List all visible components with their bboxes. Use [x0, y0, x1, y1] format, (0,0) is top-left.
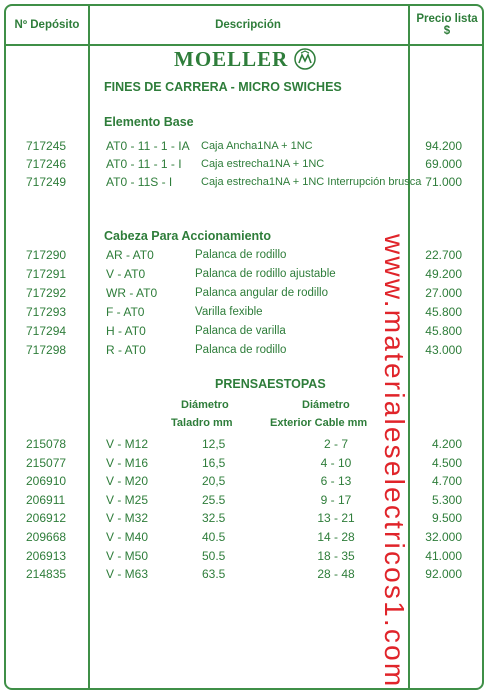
elemento-base-title: Elemento Base — [104, 115, 194, 129]
exterior-header-line2: Exterior Cable mm — [270, 417, 368, 429]
list-price: 32.000 — [425, 530, 462, 544]
list-price: 45.800 — [425, 305, 462, 319]
product-reference: AT0 - 11 - 1 - IA — [106, 139, 190, 153]
product-description: Palanca angular de rodillo — [195, 287, 328, 299]
exterior-cable-range: 18 - 35 — [317, 548, 355, 563]
list-price: 22.700 — [425, 248, 462, 262]
deposito-number: 209668 — [26, 530, 67, 544]
moeller-logo — [174, 46, 316, 72]
exterior-cable-range: 14 - 28 — [317, 530, 355, 544]
product-reference: WR - AT0 — [106, 286, 158, 300]
deposito-number: 717292 — [26, 286, 67, 300]
deposito-number: 214835 — [26, 567, 67, 582]
exterior-cable-range: 9 - 17 — [320, 492, 352, 507]
list-price: 69.000 — [425, 157, 462, 171]
website-watermark — [376, 234, 416, 689]
taladro-diameter: 12,5 — [202, 437, 226, 451]
price-list-sheet — [4, 4, 484, 690]
list-price: 94.200 — [425, 139, 462, 153]
product-reference: V - M12 — [106, 437, 149, 451]
deposito-number: 215078 — [26, 437, 67, 451]
product-reference: V - AT0 — [106, 267, 146, 281]
product-description: Caja estrecha1NA + 1NC — [201, 158, 325, 170]
deposito-number: 717290 — [26, 248, 67, 262]
header-precio-label: Precio lista — [416, 13, 478, 25]
deposito-number: 206910 — [26, 474, 67, 489]
header-deposito: Nº Depósito — [14, 19, 80, 31]
deposito-number: 206913 — [26, 548, 67, 563]
product-reference: R - AT0 — [106, 343, 146, 357]
list-price: 4.500 — [431, 455, 462, 470]
product-reference: V - M32 — [106, 511, 149, 526]
exterior-header-line1: Diámetro — [302, 399, 350, 411]
product-reference: V - M20 — [106, 474, 149, 489]
taladro-diameter: 32.5 — [202, 511, 226, 526]
product-reference: H - AT0 — [106, 324, 146, 338]
exterior-cable-range: 13 - 21 — [317, 511, 355, 526]
product-description: Varilla fexible — [195, 306, 263, 318]
list-price: 27.000 — [425, 286, 462, 300]
deposito-number: 717291 — [26, 267, 67, 281]
list-price: 41.000 — [425, 548, 462, 563]
exterior-cable-range: 4 - 10 — [320, 455, 352, 470]
header-precio — [408, 6, 484, 44]
product-description: Palanca de rodillo ajustable — [195, 268, 336, 280]
deposito-number: 717293 — [26, 305, 67, 319]
deposito-number: 717246 — [26, 157, 67, 171]
deposito-number: 206912 — [26, 511, 67, 526]
list-price: 45.800 — [425, 324, 462, 338]
table-row — [6, 137, 484, 155]
list-price: 5.300 — [431, 492, 462, 507]
taladro-diameter: 20,5 — [202, 474, 226, 489]
taladro-header-line2: Taladro mm — [171, 417, 233, 429]
list-price: 92.000 — [425, 567, 462, 582]
product-description: Palanca de rodillo — [195, 249, 287, 261]
taladro-diameter: 63.5 — [202, 567, 226, 582]
deposito-number: 717245 — [26, 139, 67, 153]
product-reference: V - M50 — [106, 548, 149, 563]
list-price: 4.200 — [431, 437, 462, 451]
table-row — [6, 155, 484, 173]
product-reference: V - M16 — [106, 455, 149, 470]
product-reference: AT0 - 11 - 1 - I — [106, 157, 182, 171]
taladro-diameter: 40.5 — [202, 530, 226, 544]
list-price: 43.000 — [425, 343, 462, 357]
product-description: Caja Ancha1NA + 1NC — [201, 140, 313, 152]
deposito-number: 215077 — [26, 455, 67, 470]
watermark-text: www.materialeselectricos1.com — [379, 234, 410, 689]
product-reference: V - M63 — [106, 567, 149, 582]
product-reference: F - AT0 — [106, 305, 145, 319]
product-reference: V - M40 — [106, 530, 149, 544]
cabeza-title: Cabeza Para Accionamiento — [104, 229, 271, 243]
prensaestopas-title: PRENSAESTOPAS — [215, 377, 326, 391]
header-precio-currency: $ — [443, 25, 451, 37]
taladro-diameter: 16,5 — [202, 455, 226, 470]
taladro-header-line1: Diámetro — [181, 399, 229, 411]
moeller-logo-icon — [294, 48, 316, 70]
header-descripcion: Descripción — [215, 19, 281, 31]
product-description: Palanca de varilla — [195, 325, 286, 337]
deposito-number: 717298 — [26, 343, 67, 357]
deposito-number: 717294 — [26, 324, 67, 338]
list-price: 9.500 — [431, 511, 462, 526]
list-price: 71.000 — [425, 175, 462, 189]
section-title: FINES DE CARRERA - MICRO SWICHES — [104, 80, 342, 94]
taladro-diameter: 50.5 — [202, 548, 226, 563]
deposito-number: 717249 — [26, 175, 67, 189]
taladro-diameter: 25.5 — [202, 492, 226, 507]
product-reference: V - M25 — [106, 492, 149, 507]
product-reference: AR - AT0 — [106, 248, 154, 262]
product-reference: AT0 - 11S - I — [106, 175, 173, 189]
exterior-cable-range: 6 - 13 — [320, 474, 352, 489]
exterior-cable-range: 28 - 48 — [317, 567, 355, 582]
product-description: Palanca de rodillo — [195, 344, 287, 356]
deposito-number: 206911 — [26, 492, 66, 507]
list-price: 4.700 — [431, 474, 462, 489]
product-description: Caja estrecha1NA + 1NC Interrupción brusca — [201, 176, 422, 188]
brand-name: MOELLER — [174, 46, 289, 71]
table-row — [6, 173, 484, 191]
list-price: 49.200 — [425, 267, 462, 281]
exterior-cable-range: 2 - 7 — [323, 437, 348, 451]
